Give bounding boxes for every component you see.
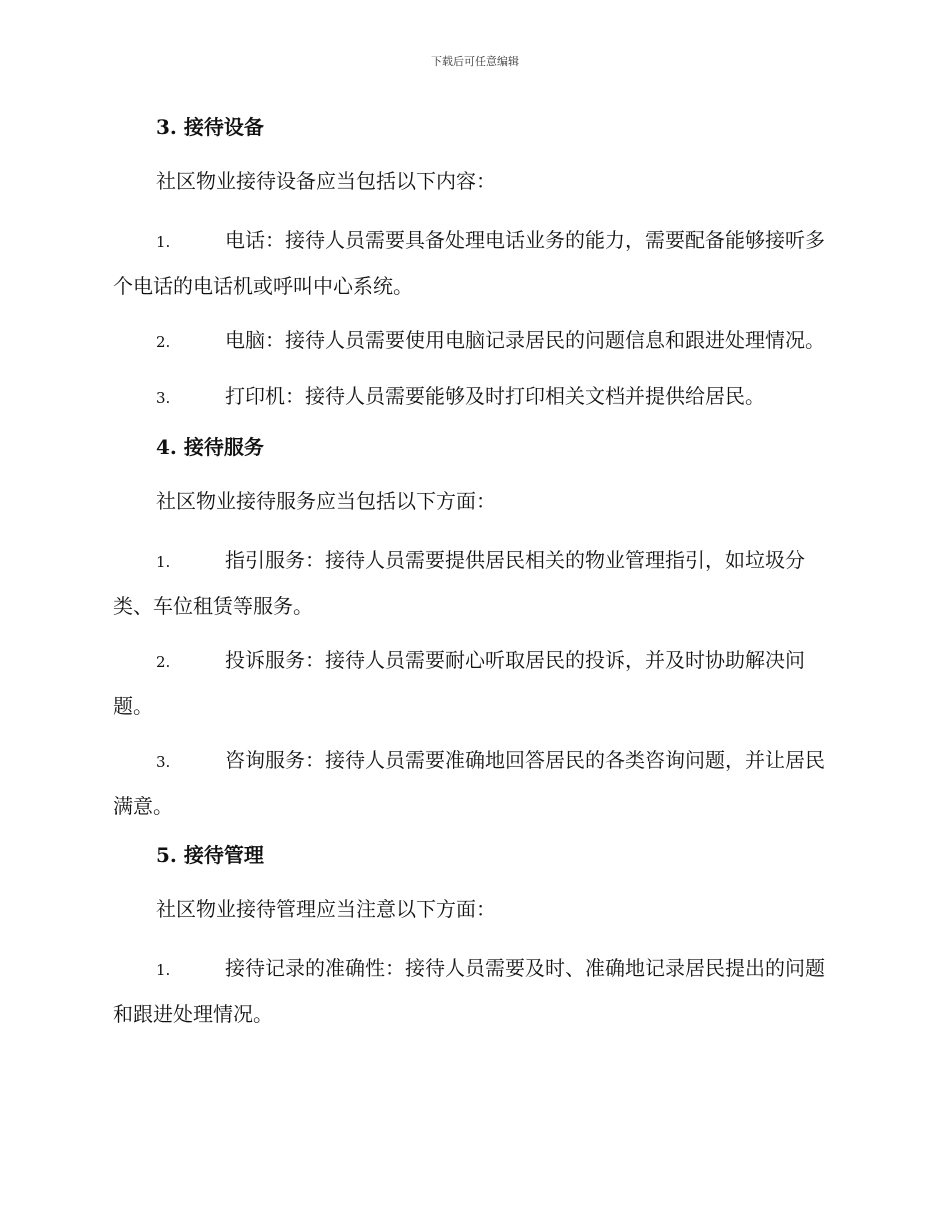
list-item: [113, 638, 835, 728]
section-intro: 社区物业接待服务应当包括以下方面：: [156, 489, 496, 513]
list-item-number: 1.: [156, 553, 171, 571]
page-header: 下载后可任意编辑: [431, 55, 519, 68]
list-item-text: 投诉服务：接待人员需要耐心听取居民的投诉，并及时协助解决问题。: [113, 648, 805, 718]
section-intro: 社区物业接待管理应当注意以下方面：: [156, 897, 496, 921]
list-item-number: 3.: [156, 389, 171, 407]
list-item: [113, 374, 835, 420]
section-heading: 3. 接待设备: [156, 115, 264, 139]
list-item-text: 电脑：接待人员需要使用电脑记录居民的问题信息和跟进处理情况。: [225, 328, 825, 352]
list-item: [113, 946, 835, 1036]
list-item-number: 1.: [156, 233, 171, 251]
section-management: [113, 838, 835, 1036]
list-item-text: 指引服务：接待人员需要提供居民相关的物业管理指引，如垃圾分类、车位租赁等服务。: [113, 548, 805, 618]
list-item: [113, 738, 835, 828]
list-item-number: 1.: [156, 961, 171, 979]
list-item-text: 打印机：接待人员需要能够及时打印相关文档并提供给居民。: [225, 384, 765, 408]
list-item-text: 接待记录的准确性：接待人员需要及时、准确地记录居民提出的问题和跟进处理情况。: [113, 956, 825, 1026]
list-item-number: 2.: [156, 333, 171, 351]
section-heading: 5. 接待管理: [156, 843, 264, 867]
section-equipment: [113, 110, 835, 420]
section-service: [113, 430, 835, 828]
list-item-text: 咨询服务：接待人员需要准确地回答居民的各类咨询问题，并让居民满意。: [113, 748, 825, 818]
list-item-number: 3.: [156, 753, 171, 771]
list-item-text: 电话：接待人员需要具备处理电话业务的能力，需要配备能够接听多个电话的电话机或呼叫中心系统。: [113, 228, 825, 298]
list-item-number: 2.: [156, 653, 171, 671]
list-item: [113, 218, 835, 308]
section-heading: 4. 接待服务: [156, 435, 264, 459]
list-item: [113, 318, 835, 364]
document-body: [113, 110, 835, 1046]
list-item: [113, 538, 835, 628]
section-intro: 社区物业接待设备应当包括以下内容：: [156, 169, 496, 193]
